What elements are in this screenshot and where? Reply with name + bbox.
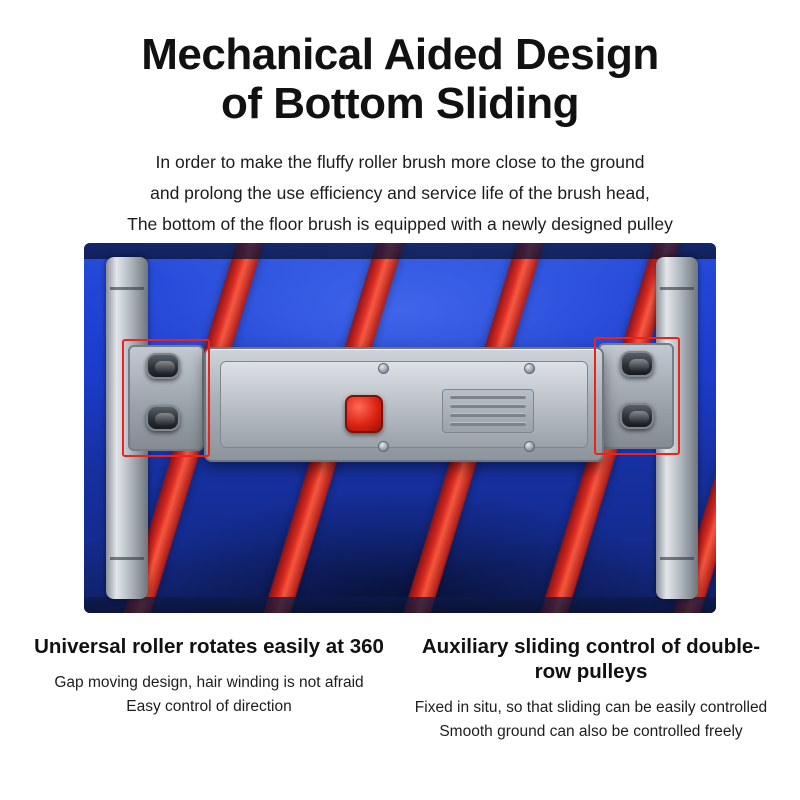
bracket-screw (524, 441, 535, 452)
feature-caption-left (24, 634, 400, 744)
bracket-vent-grille (442, 389, 534, 433)
end-cap-ring (660, 287, 694, 290)
page-subtitle-line-2: and prolong the use efficiency and service life of the brush head, (150, 182, 650, 203)
feature-title-right-line-1: Auxiliary sliding control of (421, 635, 681, 658)
product-image-frame (84, 243, 716, 613)
roller-rim-bottom (84, 597, 716, 613)
page-title-line-2: of Bottom Sliding (220, 79, 580, 129)
bracket-screw (524, 363, 535, 374)
product-image (84, 243, 716, 613)
feature-captions (0, 634, 800, 744)
vent-slot (450, 404, 526, 408)
page-subtitle-line-1: In order to make the fluffy roller brush more close to the ground (155, 151, 645, 172)
end-cap-ring (110, 287, 144, 290)
page-title-line-1: Mechanical Aided Design (141, 30, 659, 79)
feature-subtext-left-line-2: Easy control of direction (126, 698, 292, 716)
vent-slot (450, 395, 526, 399)
feature-caption-right (400, 634, 776, 744)
page-title (0, 0, 800, 129)
page-subtitle (0, 147, 800, 240)
feature-subtext-right-line-1: Fixed in situ, so that sliding can be easily controlled (414, 699, 768, 716)
center-metal-bracket (204, 347, 604, 462)
feature-subtext-left-line-1: Gap moving design, hair winding is not afraid (54, 674, 364, 691)
vent-slot (450, 413, 526, 417)
end-cap-ring (660, 557, 694, 560)
bracket-screw (378, 441, 389, 452)
end-cap-ring (110, 557, 144, 560)
callout-box-right (594, 337, 680, 455)
feature-title-left: Universal roller rotates easily at 360 (34, 635, 384, 658)
vent-slot (450, 422, 526, 426)
feature-subtext-right (406, 696, 776, 744)
page-subtitle-line-3: The bottom of the floor brush is equipped with a newly designed pulley (127, 213, 673, 234)
feature-title-right (406, 634, 776, 684)
feature-subtext-right-line-2: Smooth ground can also be controlled freely (439, 723, 743, 741)
bracket-screw (378, 363, 389, 374)
roller-rim-top (84, 243, 716, 259)
red-release-knob (345, 395, 383, 433)
feature-title-right-line-2: double-row pulleys (534, 635, 761, 683)
feature-subtext-left (24, 671, 394, 719)
callout-box-left (122, 339, 210, 457)
